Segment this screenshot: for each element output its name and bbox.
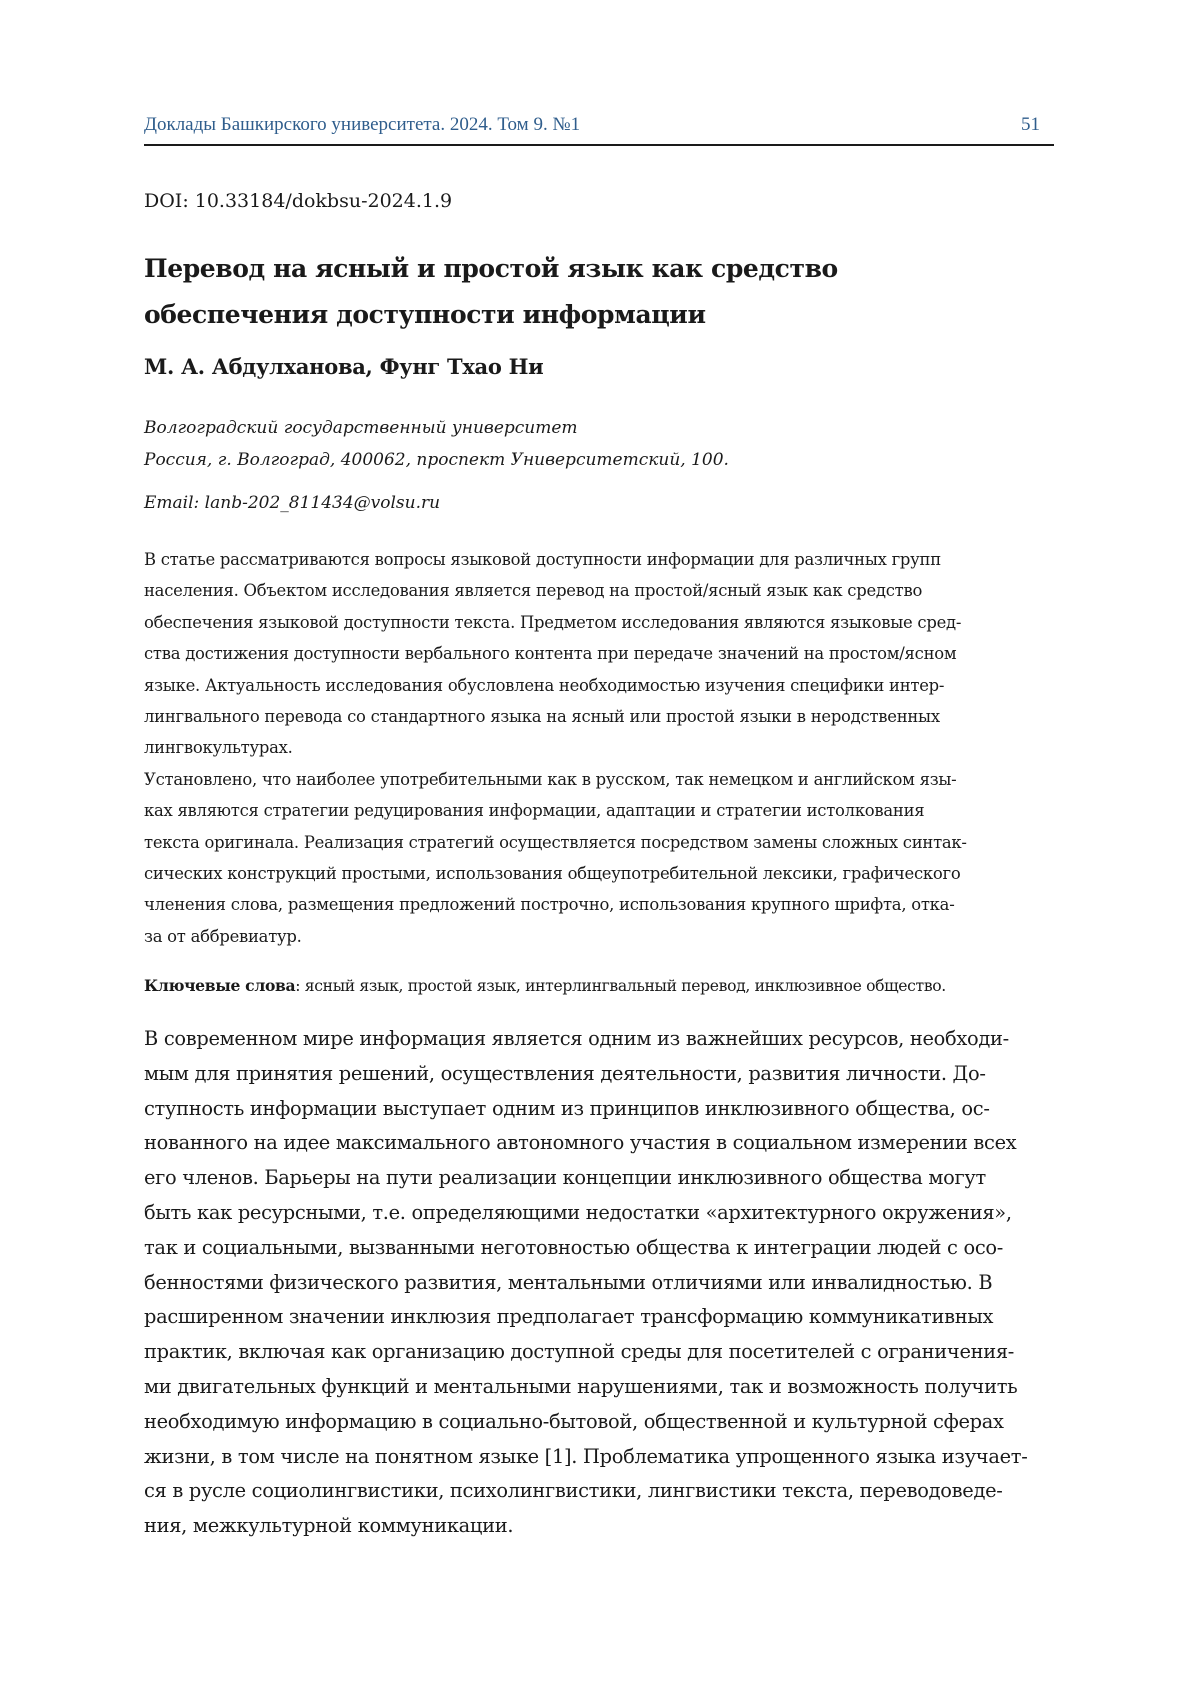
abstract-line: Установлено, что наиболее употребительными как в русском, так немецком и английском язы- bbox=[144, 764, 1068, 795]
abstract-line: лингвального перевода со стандартного языка на ясный или простой языки в неродственных bbox=[144, 701, 1068, 732]
abstract-line: В статье рассматриваются вопросы языковой доступности информации для различных групп bbox=[144, 544, 1068, 575]
journal-title: Доклады Башкирского университета. 2024. Том 9. №1 bbox=[144, 114, 580, 136]
abstract-line: текста оригинала. Реализация стратегий осуществляется посредством замены сложных синтак- bbox=[144, 827, 1068, 858]
keywords-list: : ясный язык, простой язык, интерлингвальный перевод, инклюзивное общество. bbox=[295, 977, 946, 995]
affiliation bbox=[144, 412, 729, 476]
abstract-line: ства достижения доступности вербального контента при передаче значений на простом/ясном bbox=[144, 638, 1068, 669]
body-line: ми двигательных функций и ментальными нарушениями, так и возможность получить bbox=[144, 1370, 1074, 1405]
body-line: В современном мире информация является одним из важнейших ресурсов, необходи- bbox=[144, 1022, 1074, 1057]
article-title-line-2: обеспечения доступности информации bbox=[144, 292, 1044, 338]
body-line: бенностями физического развития, ментальными отличиями или инвалидностью. В bbox=[144, 1266, 1074, 1301]
body-line: необходимую информацию в социально-бытовой, общественной и культурной сферах bbox=[144, 1405, 1074, 1440]
affiliation-university: Волгоградский государственный университет bbox=[144, 412, 729, 444]
doi: DOI: 10.33184/dokbsu-2024.1.9 bbox=[144, 190, 452, 212]
body-text bbox=[144, 1022, 1074, 1544]
abstract-line: населения. Объектом исследования является перевод на простой/ясный язык как средство bbox=[144, 575, 1068, 606]
body-line: жизни, в том числе на понятном языке [1]. Проблематика упрощенного языка изучает- bbox=[144, 1440, 1074, 1475]
keywords-label: Ключевые слова bbox=[144, 976, 295, 995]
article-title-line-1: Перевод на ясный и простой язык как средство bbox=[144, 246, 1044, 292]
article-page bbox=[0, 0, 1200, 1697]
author-email: Email: lanb-202_811434@volsu.ru bbox=[144, 493, 440, 513]
body-line: ся в русле социолингвистики, психолингвистики, лингвистики текста, переводоведе- bbox=[144, 1474, 1074, 1509]
abstract-line: лингвокультурах. bbox=[144, 732, 1068, 763]
body-line: его членов. Барьеры на пути реализации концепции инклюзивного общества могут bbox=[144, 1161, 1074, 1196]
page-number: 51 bbox=[1021, 114, 1040, 136]
body-line: нованного на идее максимального автономного участия в социальном измерении всех bbox=[144, 1126, 1074, 1161]
abstract-line: ках являются стратегии редуцирования информации, адаптации и стратегии истолкования bbox=[144, 795, 1068, 826]
body-line: быть как ресурсными, т.е. определяющими недостатки «архитектурного окружения», bbox=[144, 1196, 1074, 1231]
abstract-line: за от аббревиатур. bbox=[144, 921, 1068, 952]
abstract bbox=[144, 544, 1068, 952]
body-line: практик, включая как организацию доступной среды для посетителей с ограничения- bbox=[144, 1335, 1074, 1370]
body-line: ступность информации выступает одним из принципов инклюзивного общества, ос- bbox=[144, 1092, 1074, 1127]
running-header bbox=[144, 114, 1054, 146]
article-title bbox=[144, 246, 1044, 338]
body-line: расширенном значении инклюзия предполагает трансформацию коммуникативных bbox=[144, 1300, 1074, 1335]
authors: М. А. Абдулханова, Фунг Тхао Ни bbox=[144, 354, 543, 379]
keywords bbox=[144, 976, 946, 995]
affiliation-address: Россия, г. Волгоград, 400062, проспект Университетский, 100. bbox=[144, 444, 729, 476]
abstract-line: сических конструкций простыми, использования общеупотребительной лексики, графического bbox=[144, 858, 1068, 889]
abstract-line: языке. Актуальность исследования обусловлена необходимостью изучения специфики интер- bbox=[144, 670, 1068, 701]
body-line: ния, межкультурной коммуникации. bbox=[144, 1509, 1074, 1544]
body-line: так и социальными, вызванными неготовностью общества к интеграции людей с осо- bbox=[144, 1231, 1074, 1266]
abstract-line: членения слова, размещения предложений построчно, использования крупного шрифта, отка- bbox=[144, 889, 1068, 920]
body-line: мым для принятия решений, осуществления деятельности, развития личности. До- bbox=[144, 1057, 1074, 1092]
abstract-line: обеспечения языковой доступности текста. Предметом исследования являются языковые сред- bbox=[144, 607, 1068, 638]
